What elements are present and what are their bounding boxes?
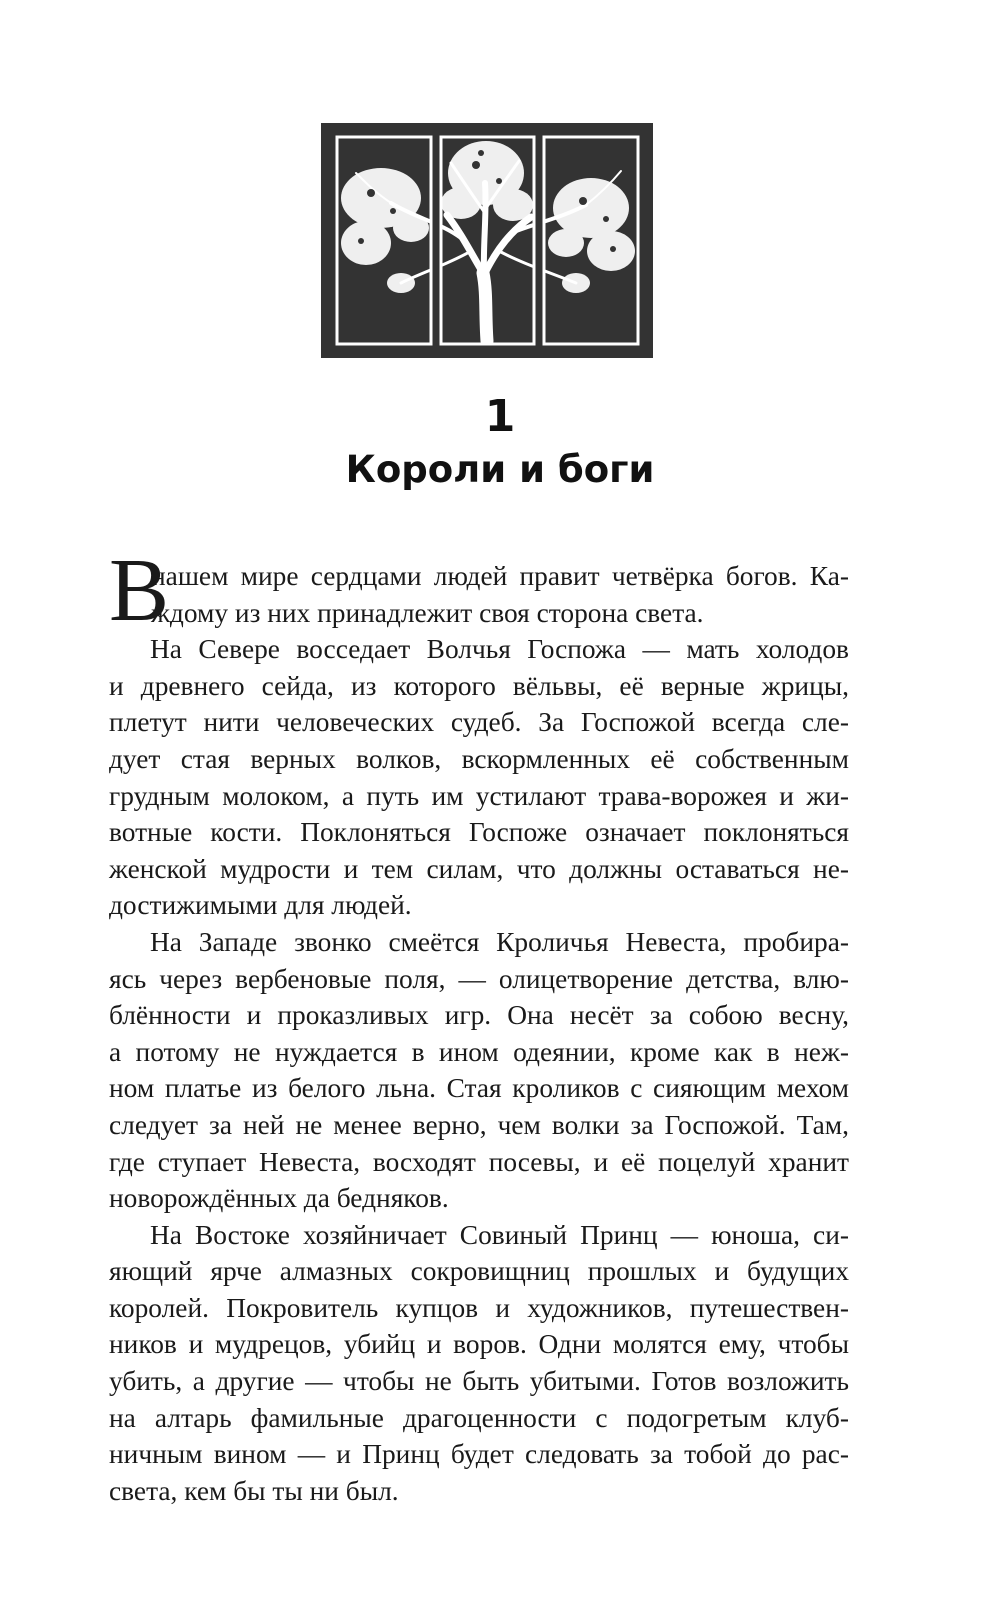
text-line: яющий ярче алмазных сокровищниц прошлых и будущих	[109, 1256, 849, 1287]
text-line: ничным вином — и Принц будет следовать за тобой до рас-	[109, 1439, 849, 1470]
text-line: блённости и проказливых игр. Она несёт за собою весну,	[109, 1000, 849, 1031]
text-line: дует стая верных волков, вскормленных её собственным	[109, 743, 849, 774]
text-line: ном платье из белого льна. Стая кроликов с сияющим мехом	[109, 1073, 849, 1104]
text-line: ников и мудрецов, убийц и воров. Одни молятся ему, чтобы	[109, 1329, 849, 1360]
text-line: ждому из них принадлежит своя сторона света.	[151, 597, 704, 628]
text-line: На Востоке хозяйничает Совиный Принц — юноша, си-	[150, 1219, 849, 1250]
text-line: достижимыми для людей.	[109, 890, 412, 921]
chapter-text	[109, 558, 849, 1509]
text-line: женской мудрости и тем силам, что должны оставаться не-	[109, 853, 849, 884]
text-line: ясь через вербеновые поля, — олицетворение детства, влю-	[109, 963, 849, 994]
text-line: На Западе звонко смеётся Кроличья Невеста, пробира-	[150, 926, 849, 957]
text-line: света, кем бы ты ни был.	[109, 1475, 399, 1506]
chapter-title: Короли и боги	[345, 448, 655, 491]
text-line: где ступает Невеста, восходят посевы, и её поцелуй хранит	[109, 1146, 849, 1177]
text-line: на алтарь фамильные драгоценности с подогретым клуб-	[109, 1402, 849, 1433]
text-line: убить, а другие — чтобы не быть убитыми. Готов возложить	[109, 1366, 849, 1397]
text-line: плетут нити человеческих судеб. За Госпожой всегда сле-	[109, 707, 849, 738]
text-line: новорождённых да бедняков.	[109, 1183, 449, 1214]
text-line: и древнего сейда, из которого вёльвы, её верные жрицы,	[109, 670, 849, 701]
text-line: На Севере восседает Волчья Госпожа — мать холодов	[150, 634, 849, 665]
text-line: следует за ней не менее верно, чем волки за Госпожой. Там,	[109, 1109, 849, 1140]
text-line: нашем мире сердцами людей правит четвёрка богов. Ка-	[151, 561, 849, 591]
text-line: а потому не нуждается в ином одеянии, кроме как в неж-	[109, 1036, 849, 1067]
text-line: грудным молоком, а путь им устилают трава-ворожея и жи-	[109, 780, 849, 811]
text-line: королей. Покровитель купцов и художников, путешествен-	[109, 1292, 849, 1323]
chapter-number: 1	[484, 391, 516, 442]
drop-cap: В	[109, 541, 170, 640]
text-line: вотные кости. Поклоняться Госпоже означает поклоняться	[109, 817, 849, 848]
tree-triptych-icon	[321, 123, 653, 358]
